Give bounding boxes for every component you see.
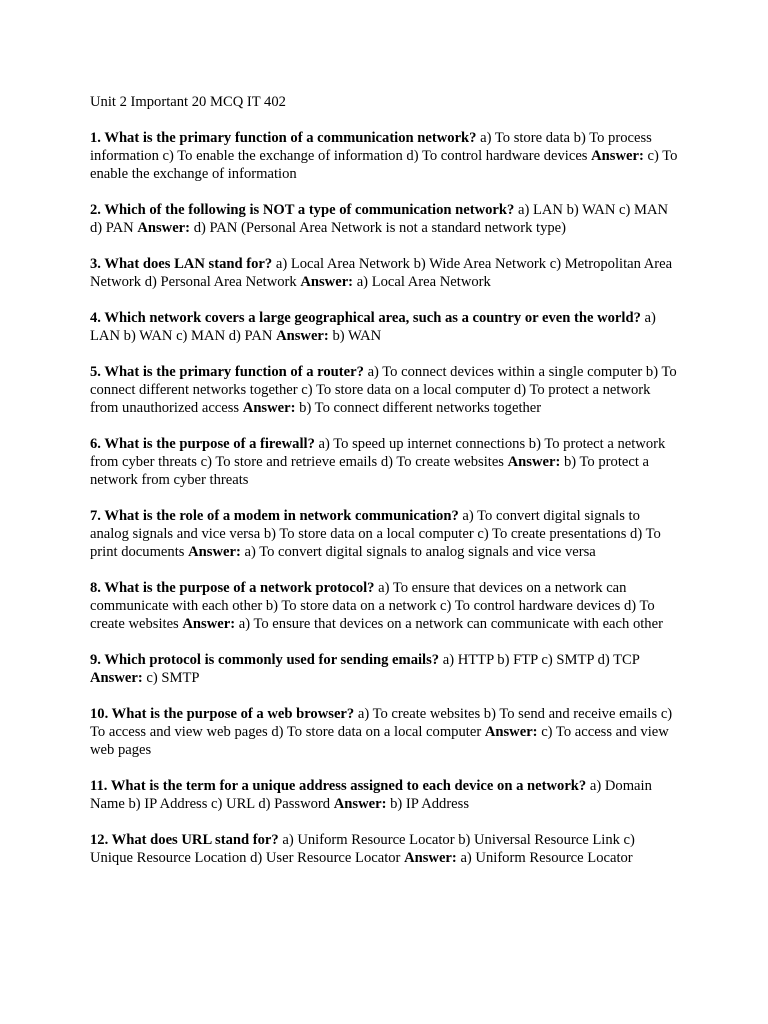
answer-label: Answer: [484,724,538,740]
question-text: What is the role of a modem in network communication? [104,508,459,524]
document-page [90,93,680,885]
question-number: 6. [90,436,101,452]
question-text: What is the term for a unique address assigned to each device on a network? [110,778,587,794]
question-options: a) LAN b) WAN c) MAN d) PAN [90,202,669,236]
answer-text: b) IP Address [390,796,470,812]
question-text: What is the purpose of a firewall? [104,436,315,452]
question-number: 12. [90,832,109,848]
question-item [90,363,680,417]
answer-label: Answer: [90,670,143,686]
question-number: 5. [90,364,101,380]
question-text: What is the purpose of a web browser? [111,706,355,722]
question-item [90,435,680,489]
question-number: 3. [90,256,101,272]
answer-label: Answer: [404,850,457,866]
question-number: 1. [90,130,101,146]
question-options: a) Local Area Network b) Wide Area Network c) Metropolitan Area Network d) Personal Area Network [90,256,673,290]
question-text: What does LAN stand for? [104,256,273,272]
answer-text: d) PAN (Personal Area Network is not a standard network type) [193,220,567,236]
question-item [90,651,680,687]
question-options: a) HTTP b) FTP c) SMTP d) TCP [442,652,640,668]
question-options: a) Domain Name b) IP Address c) URL d) Password [90,778,652,812]
question-number: 2. [90,202,101,218]
question-number: 9. [90,652,101,668]
question-options: a) Uniform Resource Locator b) Universal Resource Link c) Unique Resource Location d) User Resource Locator [90,832,635,866]
document-title: Unit 2 Important 20 MCQ IT 402 [90,94,286,110]
question-text: Which network covers a large geographical area, such as a country or even the world? [104,310,641,326]
question-number: 4. [90,310,101,326]
answer-label: Answer: [137,220,191,236]
answer-label: Answer: [276,328,329,344]
question-item [90,507,680,561]
answer-text: b) To protect a network from cyber threats [90,454,650,488]
answer-text: a) To ensure that devices on a network can communicate with each other [238,616,663,632]
answer-text: b) To connect different networks together [299,400,542,416]
answer-text: c) To enable the exchange of information [90,148,678,182]
question-text: What does URL stand for? [111,832,279,848]
answer-label: Answer: [242,400,296,416]
question-item [90,579,680,633]
question-options: a) LAN b) WAN c) MAN d) PAN [90,310,656,344]
question-text: What is the purpose of a network protocol? [104,580,375,596]
question-options: a) To speed up internet connections b) To protect a network from cyber threats c) To store and retrieve emails d) To create websites [90,436,666,470]
question-item [90,309,680,345]
question-item [90,255,680,291]
question-text: What is the primary function of a router? [104,364,364,380]
answer-text: b) WAN [332,328,382,344]
question-options: a) To create websites b) To send and receive emails c) To access and view web pages d) To store data on a local computer [90,706,673,740]
question-number: 8. [90,580,101,596]
question-number: 11. [90,778,108,794]
question-item [90,777,680,813]
question-text: Which of the following is NOT a type of communication network? [104,202,515,218]
question-item [90,201,680,237]
question-options: a) To convert digital signals to analog signals and vice versa b) To store data on a local computer c) To create presentations d) To print documents [90,508,661,560]
question-text: What is the primary function of a communication network? [104,130,477,146]
question-options: a) To store data b) To process information c) To enable the exchange of information d) To control hardware devices [90,130,652,164]
answer-text: c) To access and view web pages [90,724,669,758]
answer-label: Answer: [300,274,354,290]
answer-label: Answer: [182,616,236,632]
question-options: a) To ensure that devices on a network can communicate with each other b) To store data on a network c) To control hardware devices d) To create websites [90,580,655,632]
question-item [90,831,680,867]
question-options: a) To connect devices within a single computer b) To connect different networks together c) To store data on a local computer d) To protect a network from unauthorized access [90,364,677,416]
question-item [90,129,680,183]
answer-text: a) To convert digital signals to analog signals and vice versa [244,544,596,560]
answer-text: a) Uniform Resource Locator [460,850,633,866]
answer-label: Answer: [591,148,644,164]
question-number: 7. [90,508,101,524]
answer-label: Answer: [507,454,561,470]
answer-text: a) Local Area Network [356,274,491,290]
question-number: 10. [90,706,109,722]
answer-text: c) SMTP [146,670,200,686]
question-text: Which protocol is commonly used for sending emails? [104,652,440,668]
answer-label: Answer: [333,796,387,812]
question-item [90,705,680,759]
answer-label: Answer: [188,544,241,560]
